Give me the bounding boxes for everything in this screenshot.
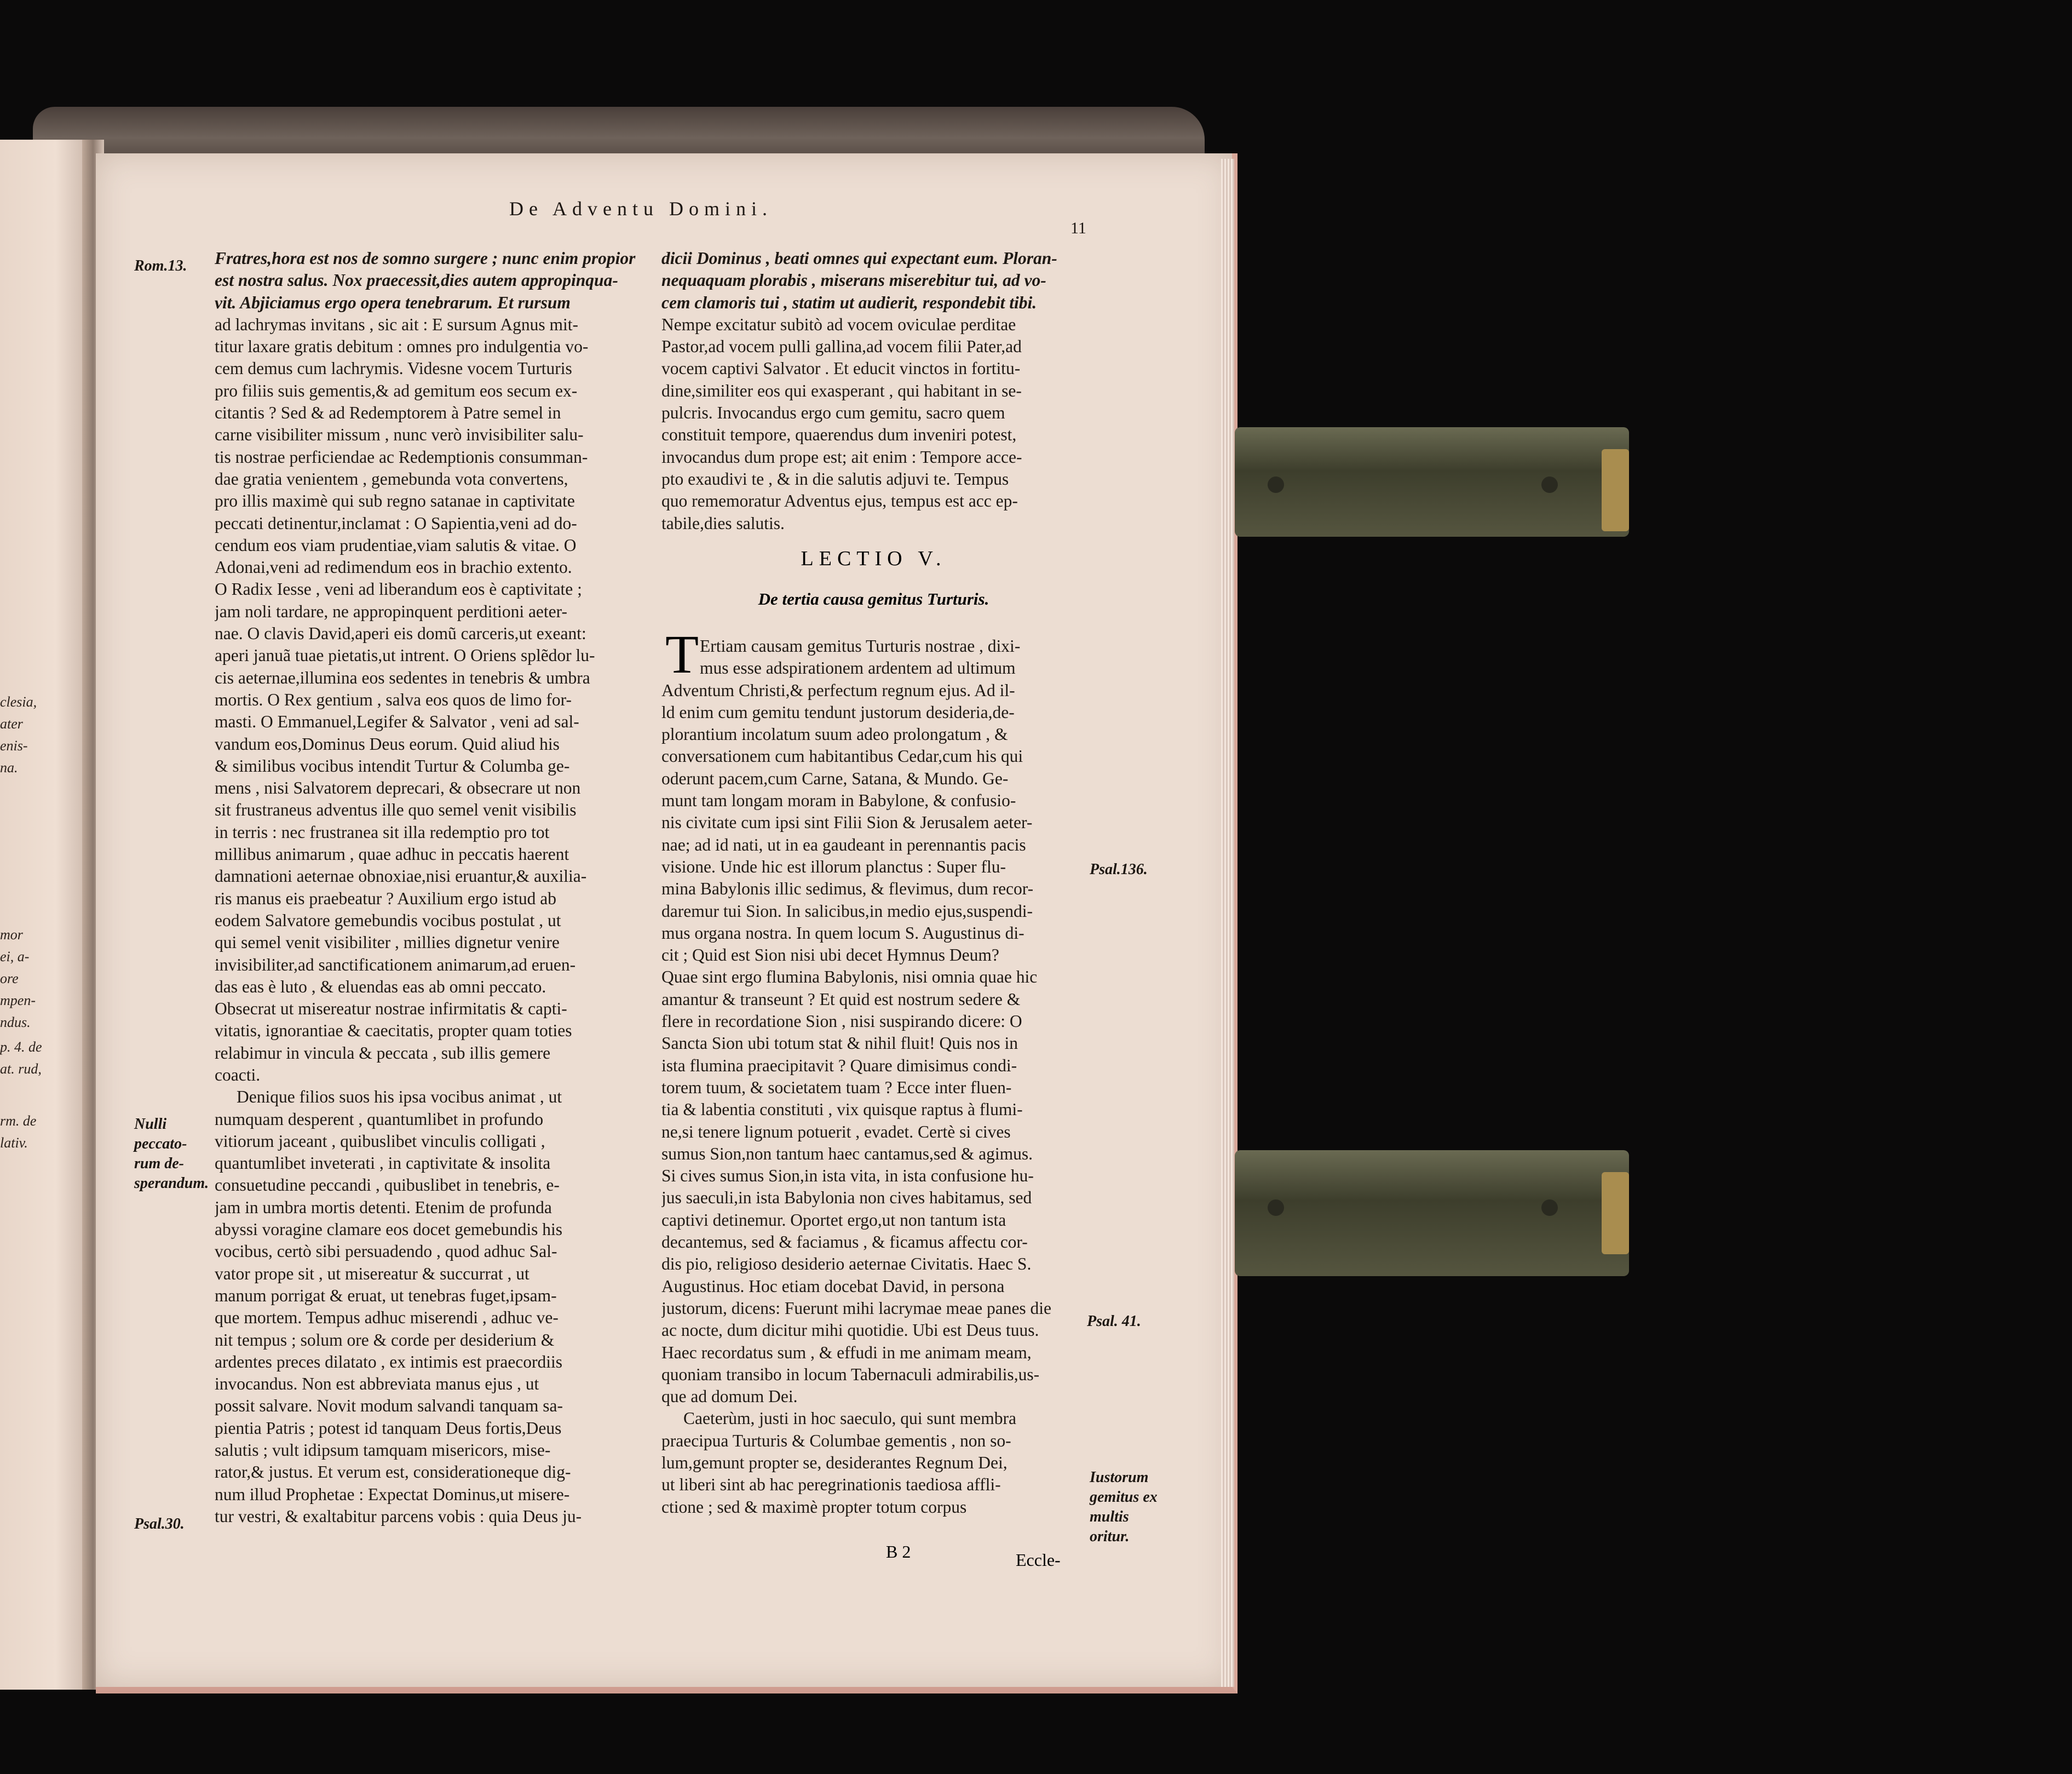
text-line: cit ; Quid est Sion nisi ubi decet Hymnus Deum? (661, 945, 999, 965)
text-line: titur laxare gratis debitum : omnes pro indulgentia vo- (215, 337, 589, 357)
text-line: lum,gemunt propter se, desiderantes Regnum Dei, (661, 1453, 1008, 1472)
rivet-icon (1268, 1199, 1284, 1216)
left-page-fragment: enis- (0, 738, 28, 754)
margin-note-psal41: Psal. 41. (1087, 1313, 1141, 1330)
text-line: pientia Patris ; potest id tanquam Deus fortis,Deus (215, 1418, 562, 1438)
text-line: tur vestri, & exaltabitur parcens vobis : quia Deus ju- (215, 1506, 582, 1526)
text-line: amantur & transeunt ? Et quid est nostrum sedere & (661, 989, 1021, 1009)
text-line: nae; ad id nati, ut in ea gaudeant in perennantis pacis (661, 835, 1026, 854)
text-line: sit frustraneus adventus ille quo semel venit visibilis (215, 800, 577, 820)
text-line: ardentes preces dilatato , ex intimis est praecordiis (215, 1352, 563, 1371)
text-line: & similibus vocibus intendit Turtur & Columba ge- (215, 756, 570, 776)
text-line: nae. O clavis David,aperi eis domũ carceris,ut exeant: (215, 624, 586, 644)
left-page-fragment: mor (0, 927, 23, 943)
left-page-fragment: lativ. (0, 1135, 28, 1151)
book-spine-top (33, 107, 1205, 159)
left-page (0, 140, 93, 1690)
text-line: Augustinus. Hoc etiam docebat David, in persona (661, 1276, 1005, 1296)
text-line: Obsecrat ut misereatur nostrae infirmitatis & capti- (215, 999, 567, 1019)
text-line: vator prope sit , ut misereatur & succurrat , ut (215, 1264, 529, 1283)
text-line: Adventum Christi,& perfectum regnum ejus. Ad il- (661, 680, 1015, 700)
right-text-column-top (661, 248, 1086, 535)
margin-note-nulli: Nulli peccato-rum de-sperandum. (134, 1116, 209, 1192)
text-line: vit. Abjiciamus ergo opera tenebrarum. Et rursum (215, 292, 571, 312)
text-line: dicii Dominus , beati omnes qui expectant eum. Ploran- (661, 249, 1057, 268)
lower-clasp (1235, 1150, 1629, 1276)
text-line: tia & labentia constituti , vix quisque raptus à flumi- (661, 1100, 1023, 1119)
text-line: in terris : nec frustranea sit illa redemptio pro tot (215, 822, 550, 842)
text-line: cem clamoris tui , statim ut audierit, respondebit tibi. (661, 292, 1037, 312)
text-line: num illud Prophetae : Expectat Dominus,ut misere- (215, 1484, 570, 1504)
text-line: ctione ; sed & maximè propter totum corpus (661, 1497, 967, 1517)
text-line: Quae sint ergo flumina Babylonis, nisi omnia quae hic (661, 967, 1038, 987)
text-line: vandum eos,Dominus Deus eorum. Quid aliud his (215, 734, 560, 754)
text-line: justorum, dicens: Fuerunt mihi lacrymae meae panes die (661, 1298, 1052, 1318)
running-head: De Adventu Domini. (509, 198, 773, 220)
text-line: praecipua Turturis & Columbae gementis , non so- (661, 1431, 1011, 1450)
text-line: Pastor,ad vocem pulli gallina,ad vocem filii Pater,ad (661, 337, 1022, 357)
text-line: relabimur in vincula & peccata , sub illis gemere (215, 1043, 551, 1063)
catchword: Eccle- (1016, 1550, 1061, 1570)
text-line: pro illis maximè qui sub regno satanae in captivitate (215, 491, 575, 511)
text-line: Denique filios suos his ipsa vocibus animat , ut (237, 1087, 562, 1107)
text-line: jam in umbra mortis detenti. Etenim de profunda (215, 1197, 552, 1217)
clasp-tip (1602, 449, 1629, 531)
text-line: que mortem. Tempus adhuc miserendi , adhuc ve- (215, 1308, 559, 1328)
page-number: 11 (1070, 219, 1086, 237)
rivet-icon (1541, 1199, 1558, 1216)
left-text-column (215, 248, 639, 1528)
text-line: jus saeculi,in ista Babylonia non cives habitamus, sed (661, 1188, 1032, 1208)
text-line: daremur tui Sion. In salicibus,in medio ejus,suspendi- (661, 901, 1033, 921)
text-line: est nostra salus. Nox praecessit,dies autem appropinqua- (215, 271, 618, 290)
lectio-heading: LECTIO V. (801, 547, 947, 570)
margin-note-rom: Rom.13. (134, 257, 187, 274)
text-line: vitatis, ignorantiae & caecitatis, propter quam toties (215, 1021, 572, 1041)
text-line: ris manus eis praebeatur ? Auxilium ergo istud ab (215, 888, 557, 908)
left-page-fragment: clesia, (0, 694, 37, 710)
page-edge (1221, 159, 1234, 1687)
text-line: ne,si tenere lignum potuerit , evadet. Certè si cives (661, 1122, 1011, 1141)
text-line: dine,similiter eos qui exasperant , qui habitant in se- (661, 381, 1022, 400)
text-line: jam noli tardare, ne appropinquent perditioni aeter- (215, 601, 567, 621)
text-line: pto exaudivi te , & in die salutis adjuvi te. Tempus (661, 469, 1009, 489)
text-line: Adonai,veni ad redimendum eos in brachio extento. (215, 558, 572, 577)
text-line: visione. Unde hic est illorum planctus : Super flu- (661, 857, 1006, 876)
text-line: nis civitate cum ipsi sint Filii Sion & Jerusalem aeter- (661, 813, 1033, 833)
text-line: eodem Salvatore gemebundis vocibus postulat , ut (215, 910, 561, 930)
text-line: millibus animarum , quae adhuc in peccatis haerent (215, 845, 569, 864)
text-line: plorantium incolatum suum adeo prolongatum , & (661, 725, 1008, 744)
text-line: quoniam transibo in locum Tabernaculi admirabilis,us- (661, 1364, 1040, 1384)
text-line: constituit tempore, quaerendus dum inveniri potest, (661, 425, 1017, 445)
text-line: Nempe excitatur subitò ad vocem oviculae perditae (661, 314, 1016, 334)
text-line: citantis ? Sed & ad Redemptorem à Patre semel in (215, 403, 561, 423)
text-line: cendum eos viam prudentiae,viam salutis & vitae. O (215, 535, 577, 555)
text-line: mus esse adspirationem ardentem ad ultimum (700, 658, 1016, 678)
text-line: mus organa nostra. In quem locum S. Augustinus di- (661, 923, 1025, 943)
left-page-fragment: at. rud, (0, 1061, 42, 1077)
left-page-fragment: mpen- (0, 992, 36, 1008)
text-line: quantumlibet inveterati , in captivitate & insolita (215, 1153, 551, 1173)
signature-mark: B 2 (886, 1542, 911, 1561)
text-line: Sancta Sion ubi totum stat & nihil fluit! Quis nos in (661, 1034, 1018, 1053)
text-line: salutis ; vult idipsum tamquam misericors, mise- (215, 1440, 551, 1460)
text-line: munt tam longam moram in Babylone, & confusio- (661, 791, 1016, 811)
clasp-tip (1602, 1172, 1629, 1254)
text-line: possit salvare. Novit modum salvandi tanquam sa- (215, 1396, 563, 1416)
text-line: pulcris. Invocandus ergo cum gemitu, sacro quem (661, 403, 1005, 423)
left-page-fragment: na. (0, 760, 18, 776)
text-line: manum porrigat & eruat, ut tenebras fuget,ipsam- (215, 1285, 557, 1305)
upper-clasp (1235, 427, 1629, 537)
text-line: peccati detinentur,inclamat : O Sapientia,veni ad do- (215, 513, 577, 533)
text-line: abyssi voragine clamare eos docet gemebundis his (215, 1220, 563, 1239)
margin-note-psal30: Psal.30. (134, 1515, 185, 1532)
drop-cap: T (665, 624, 699, 685)
left-page-fragment: ei, a- (0, 949, 30, 964)
text-line: torem tuum, & societatem tuam ? Ecce inter fluen- (661, 1077, 1012, 1097)
text-line: vocem captivi Salvator . Et educit vinctos in fortitu- (661, 359, 1021, 378)
right-text-column-body (661, 635, 1086, 1518)
left-page-fragment: ore (0, 971, 19, 986)
text-line: nequaquam plorabis , miserans miserebitur tui, ad vo- (661, 271, 1046, 290)
text-line: nit tempus ; solum ore & corde per desiderium & (215, 1330, 555, 1350)
text-line: tabile,dies salutis. (661, 513, 785, 533)
text-line: masti. O Emmanuel,Legifer & Salvator , veni ad sal- (215, 712, 579, 732)
text-line: Si cives sumus Sion,in ista vita, in ista confusione hu- (661, 1166, 1034, 1186)
text-line: Caeterùm, justi in hoc saeculo, qui sunt membra (683, 1409, 1016, 1428)
rivet-icon (1268, 476, 1284, 493)
text-line: ac nocte, dum dicitur mihi quotidie. Ubi est Deus tuus. (661, 1321, 1039, 1340)
text-line: decantemus, sed & faciamus , & ficamus affectu cor- (661, 1232, 1028, 1252)
margin-note-psal136: Psal.136. (1090, 861, 1148, 878)
text-line: conversationem cum habitantibus Cedar,cum his qui (661, 747, 1023, 766)
text-line: captivi detinemur. Oportet ergo,ut non tantum ista (661, 1210, 1006, 1230)
text-line: rator,& justus. Et verum est, considerationeque dig- (215, 1462, 571, 1482)
text-line: cem demus cum lachrymis. Videsne vocem Turturis (215, 359, 572, 378)
text-line: invocandus dum prope est; ait enim : Tempore acce- (661, 447, 1022, 467)
text-line: tis nostrae perficiendae ac Redemptionis consumman- (215, 447, 588, 467)
text-line: sumus Sion,non tantum haec cantamus,sed & agimus. (661, 1144, 1033, 1163)
text-line: vitiorum jaceant , quibuslibet vinculis colligati , (215, 1131, 545, 1151)
text-line: O Radix Iesse , veni ad liberandum eos è captivitate ; (215, 579, 582, 599)
text-line: das eas è luto , & eluendas eas ab omni peccato. (215, 977, 546, 996)
rivet-icon (1541, 476, 1558, 493)
text-line: numquam desperent , quantumlibet in profundo (215, 1109, 544, 1129)
text-line: invocandus. Non est abbreviata manus ejus , ut (215, 1374, 539, 1394)
text-line: Haec recordatus sum , & effudi in me animam meam, (661, 1342, 1032, 1362)
margin-note-iustorum: Iustorum gemitus ex multis oritur. (1090, 1469, 1158, 1545)
left-page-fragment: p. 4. de (0, 1039, 42, 1055)
text-line: pro filiis suis gementis,& ad gemitum eos secum ex- (215, 381, 578, 400)
text-line: quo rememoratur Adventus ejus, tempus est acc ep- (661, 491, 1018, 511)
text-line: oderunt pacem,cum Carne, Satana, & Mundo. Ge- (661, 768, 1009, 788)
text-line: aperi januã tuae pietatis,ut intrent. O Oriens splẽdor lu- (215, 646, 595, 665)
text-line: mortis. O Rex gentium , salva eos quos de limo for- (215, 690, 572, 709)
text-line: ld enim cum gemitu tendunt justorum desideria,de- (661, 702, 1015, 722)
lectio-subheading: De tertia causa gemitus Turturis. (758, 589, 989, 608)
left-page-fragment: ndus. (0, 1014, 31, 1030)
text-line: mina Babylonis illic sedimus, & flevimus, dum recor- (661, 879, 1034, 899)
text-line: ista flumina praecipitavit ? Quare dimisimus condi- (661, 1055, 1017, 1075)
text-line: ad lachrymas invitans , sic ait : E sursum Agnus mit- (215, 314, 579, 334)
left-page-fragment: rm. de (0, 1113, 37, 1129)
text-line: Ertiam causam gemitus Turturis nostrae , dixi- (700, 636, 1021, 656)
text-line: que ad domum Dei. (661, 1387, 798, 1406)
left-page-fragment: ater (0, 716, 23, 732)
text-line: ut liberi sint ab hac peregrinationis taediosa affli- (661, 1475, 1001, 1495)
text-line: mens , nisi Salvatorem deprecari, & obsecrare ut non (215, 778, 581, 798)
text-line: coacti. (215, 1065, 261, 1084)
text-line: carne visibiliter missum , nunc verò invisibiliter salu- (215, 425, 584, 445)
text-line: damnationi aeternae obnoxiae,nisi eruantur,& auxilia- (215, 866, 587, 886)
text-line: vocibus, certò sibi persuadendo , quod adhuc Sal- (215, 1242, 557, 1261)
text-line: flere in recordatione Sion , nisi suspirando dicere: O (661, 1012, 1022, 1031)
text-line: dis pio, religioso desiderio aeternae Civitatis. Haec S. (661, 1254, 1032, 1274)
text-line: cis aeternae,illumina eos sedentes in tenebris & umbra (215, 668, 590, 687)
text-line: dae gratia venientem , gemebunda vota convertens, (215, 469, 568, 489)
text-line: invisibiliter,ad sanctificationem animarum,ad eruen- (215, 955, 576, 974)
text-line: consuetudine peccandi , quibuslibet in tenebris, e- (215, 1175, 560, 1195)
text-line: qui semel venit visibiliter , millies dignetur venire (215, 933, 560, 952)
text-line: Fratres,hora est nos de somno surgere ; nunc enim propior (215, 249, 636, 268)
